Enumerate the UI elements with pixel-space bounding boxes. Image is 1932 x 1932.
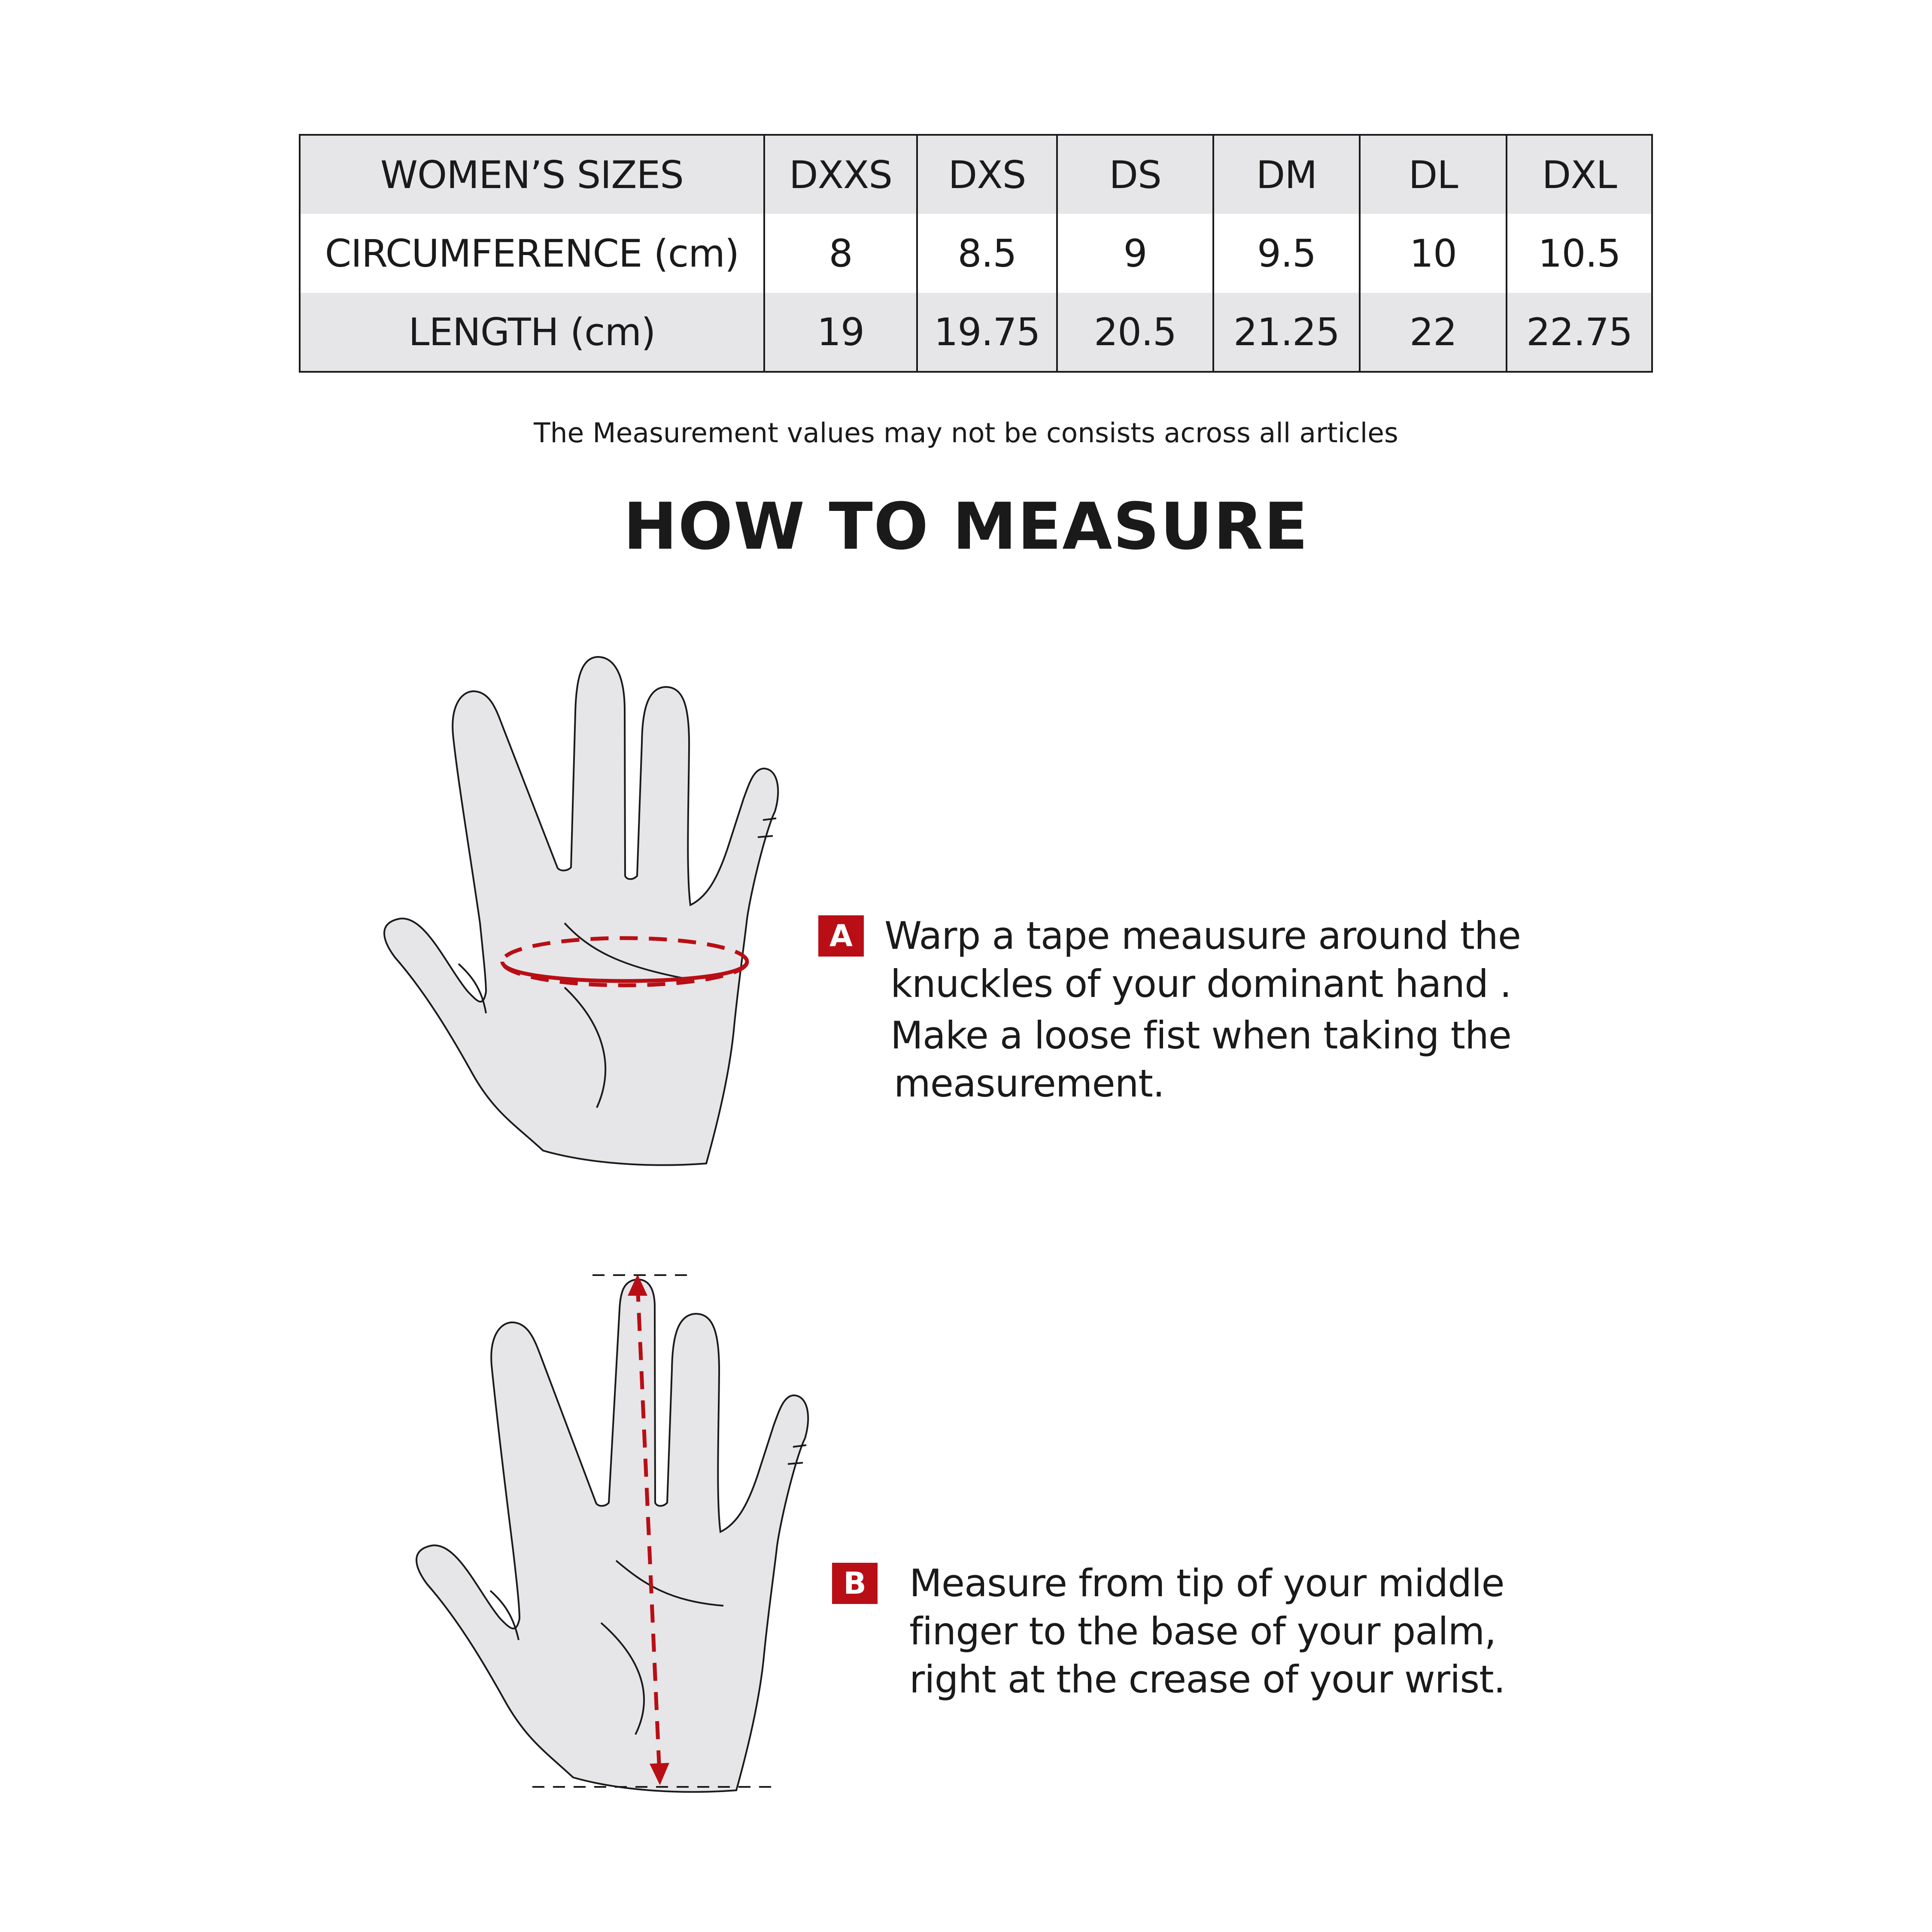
- hand-outline: [416, 1279, 808, 1792]
- table-header-cell: DM: [1213, 135, 1360, 214]
- table-row: [300, 214, 1652, 293]
- table-header-cell: DXL: [1507, 135, 1652, 214]
- instruction-line: Warp a tape meausure around the: [884, 914, 1521, 958]
- size-chart-table: [299, 134, 1653, 373]
- instruction-line: knuckles of your dominant hand .: [890, 962, 1511, 1006]
- step-a-badge: A: [818, 915, 864, 957]
- table-cell: 10: [1360, 214, 1507, 293]
- hand-circumference-illustration: [374, 648, 786, 1181]
- step-b-badge: B: [832, 1563, 878, 1604]
- table-header-row: [300, 135, 1652, 214]
- table-cell: 9: [1057, 214, 1213, 293]
- table-header-cell: WOMEN’S SIZES: [300, 135, 764, 214]
- table-header-cell: DXXS: [764, 135, 917, 214]
- bottom-guide-line: [532, 1785, 773, 1789]
- instruction-line: right at the crease of your wrist.: [909, 1657, 1505, 1701]
- step-b-instructions: [909, 1559, 1505, 1704]
- table-cell: 19.75: [917, 293, 1057, 372]
- instruction-line: finger to the base of your palm,: [909, 1609, 1496, 1653]
- step-a-instructions: [884, 912, 1521, 1108]
- table-cell: 8: [764, 214, 917, 293]
- table-cell: 9.5: [1213, 214, 1360, 293]
- table-cell: 21.25: [1213, 293, 1360, 372]
- table-cell: LENGTH (cm): [300, 293, 764, 372]
- table-row: [300, 293, 1652, 372]
- instruction-line: Make a loose fist when taking the: [890, 1013, 1512, 1057]
- instruction-line: Measure from tip of your middle: [909, 1561, 1504, 1605]
- table-header-cell: DS: [1057, 135, 1213, 214]
- hand-outline: [384, 657, 778, 1165]
- table-cell: 22: [1360, 293, 1507, 372]
- table-cell: 20.5: [1057, 293, 1213, 372]
- table-cell: 10.5: [1507, 214, 1652, 293]
- table-cell: 22.75: [1507, 293, 1652, 372]
- measurement-note: The Measurement values may not be consists across all articles: [534, 417, 1398, 449]
- instruction-line: measurement.: [894, 1061, 1164, 1106]
- table-cell: 19: [764, 293, 917, 372]
- page-title: HOW TO MEASURE: [623, 489, 1309, 564]
- table-header-cell: DL: [1360, 135, 1507, 214]
- table-cell: 8.5: [917, 214, 1057, 293]
- top-guide-line: [592, 1273, 687, 1277]
- table-cell: CIRCUMFERENCE (cm): [300, 214, 764, 293]
- hand-length-illustration: [404, 1271, 816, 1820]
- table-header-cell: DXS: [917, 135, 1057, 214]
